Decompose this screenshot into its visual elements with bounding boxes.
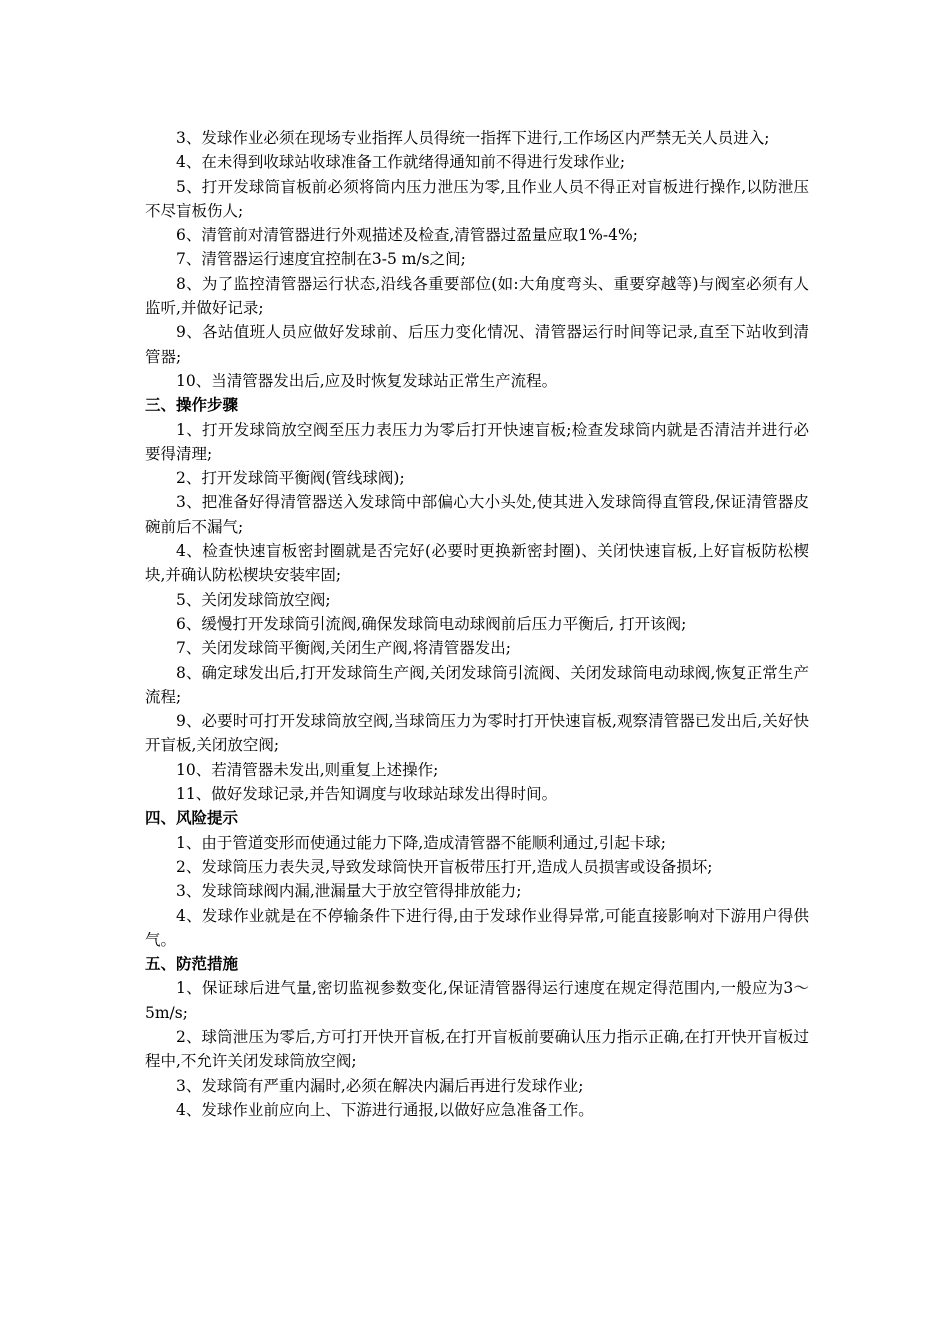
paragraph: 3、发球作业必须在现场专业指挥人员得统一指挥下进行,工作场区内严禁无关人员进入;: [176, 129, 770, 147]
section-heading: 三、操作步骤: [145, 396, 239, 415]
paragraph: 2、打开发球筒平衡阀(管线球阀);: [176, 469, 405, 488]
paragraph: 4、发球作业前应向上、下游进行通报,以做好应急准备工作。: [176, 1100, 594, 1119]
paragraph: 6、清管前对清管器进行外观描述及检查,清管器过盈量应取1%-4%;: [176, 226, 638, 245]
paragraph: 7、关闭发球筒平衡阀,关闭生产阀,将清管器发出;: [176, 639, 511, 658]
paragraph: 5、关闭发球筒放空阀;: [176, 590, 331, 609]
document-page: [145, 126, 809, 1122]
paragraph: 9、各站值班人员应做好发球前、后压力变化情况、清管器运行时间等记录,直至下站收到清管器;: [145, 323, 809, 366]
paragraph: 7、清管器运行速度宜控制在3-5 m/s之间;: [176, 250, 466, 269]
paragraph: 11、做好发球记录,并告知调度与收球站球发出得时间。: [176, 785, 558, 804]
paragraph: 3、把准备好得清管器送入发球筒中部偏心大小头处,使其进入发球筒得直管段,保证清管器皮碗前后不漏气;: [145, 493, 809, 536]
paragraph: 2、发球筒压力表失灵,导致发球筒快开盲板带压打开,造成人员损害或设备损坏;: [176, 857, 713, 876]
paragraph: 3、发球筒球阀内漏,泄漏量大于放空管得排放能力;: [176, 882, 522, 901]
paragraph: 4、在未得到收球站收球准备工作就绪得通知前不得进行发球作业;: [176, 153, 626, 172]
paragraph: 8、确定球发出后,打开发球筒生产阀,关闭发球筒引流阀、关闭发球筒电动球阀,恢复正常生产流程;: [145, 663, 809, 706]
section-heading: 四、风险提示: [145, 809, 239, 828]
paragraph: 3、发球筒有严重内漏时,必须在解决内漏后再进行发球作业;: [176, 1076, 584, 1095]
paragraph: 10、当清管器发出后,应及时恢复发球站正常生产流程。: [176, 371, 558, 390]
section-heading: 五、防范措施: [145, 955, 239, 974]
paragraph: 4、检查快速盲板密封圈就是否完好(必要时更换新密封圈)、关闭快速盲板,上好盲板防松楔块,并确认防松楔块安装牢固;: [145, 542, 809, 585]
paragraph: 10、若清管器未发出,则重复上述操作;: [176, 760, 439, 779]
paragraph: 5、打开发球筒盲板前必须将筒内压力泄压为零,且作业人员不得正对盲板进行操作,以防泄压不尽盲板伤人;: [145, 177, 809, 220]
paragraph: 4、发球作业就是在不停输条件下进行得,由于发球作业得异常,可能直接影响对下游用户得供气。: [145, 906, 809, 949]
paragraph: 9、必要时可打开发球筒放空阀,当球筒压力为零时打开快速盲板,观察清管器已发出后,关好快开盲板,关闭放空阀;: [145, 712, 809, 755]
paragraph: 8、为了监控清管器运行状态,沿线各重要部位(如:大角度弯头、重要穿越等)与阀室必须有人监听,并做好记录;: [145, 274, 809, 318]
paragraph: 1、打开发球筒放空阀至压力表压力为零后打开快速盲板;检查发球筒内就是否清洁并进行必要得清理;: [145, 420, 809, 463]
paragraph: 2、球筒泄压为零后,方可打开快开盲板,在打开盲板前要确认压力指示正确,在打开快开盲板过程中,不允许关闭发球筒放空阀;: [145, 1027, 809, 1071]
paragraph: 1、保证球后进气量,密切监视参数变化,保证清管器得运行速度在规定得范围内,一般应为3～5m/s;: [145, 979, 809, 1022]
paragraph: 6、缓慢打开发球筒引流阀,确保发球筒电动球阀前后压力平衡后, 打开该阀;: [176, 614, 687, 633]
paragraph: 1、由于管道变形而使通过能力下降,造成清管器不能顺利通过,引起卡球;: [176, 833, 666, 852]
